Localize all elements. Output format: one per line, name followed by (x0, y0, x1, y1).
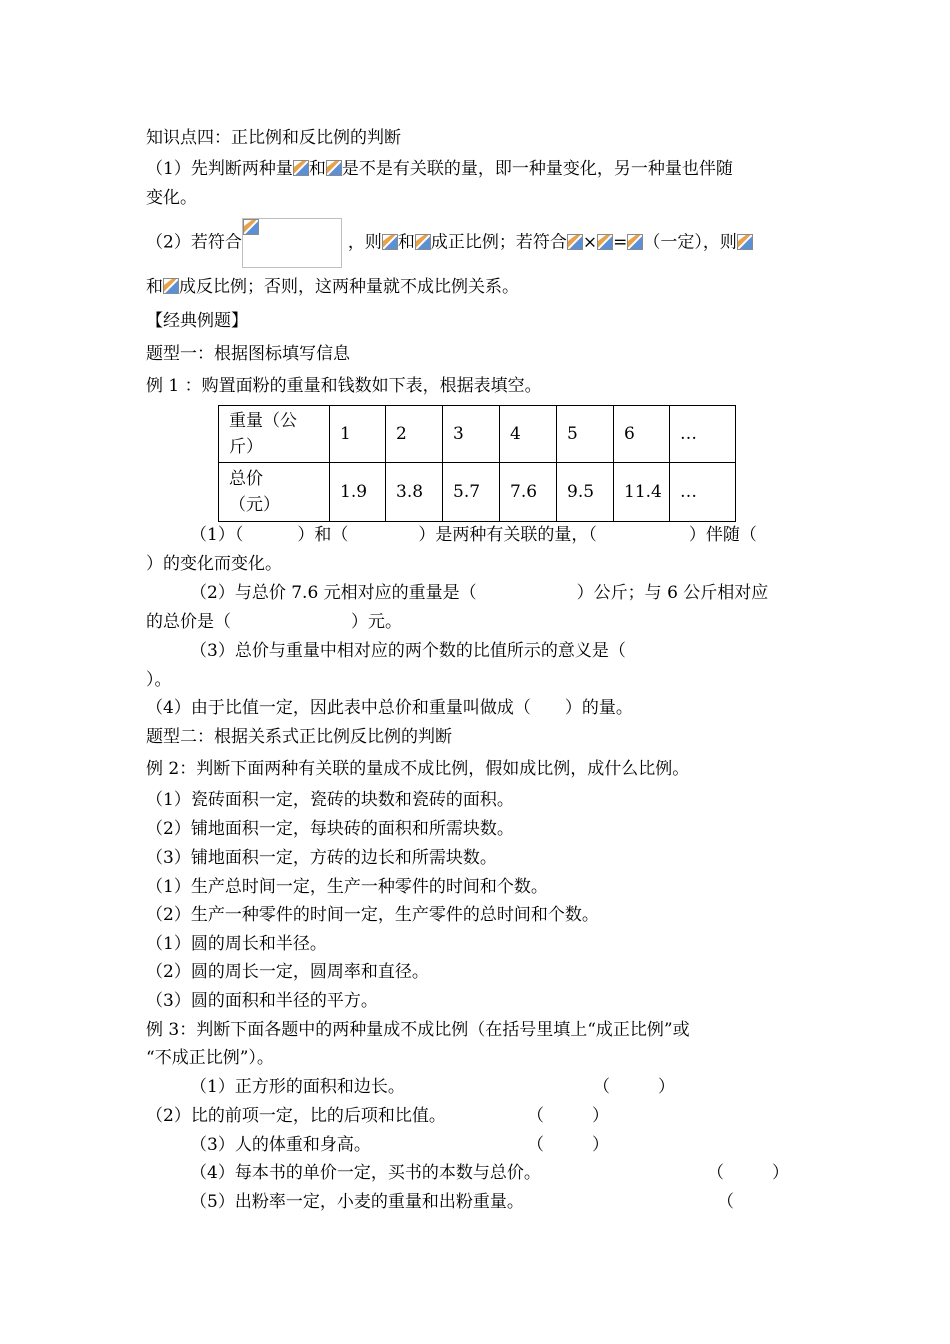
k4-paragraph-1 (146, 158, 733, 180)
k4-p1-text-a: （1）先判断两种量 (146, 159, 293, 179)
ex2-item: （2）铺地面积一定，每块砖的面积和所需块数。 (146, 819, 514, 839)
broken-image-icon (415, 234, 431, 250)
k4-paragraph-2 (146, 218, 753, 268)
broken-image-icon (737, 234, 753, 250)
broken-image-icon (597, 234, 613, 250)
broken-image-icon (293, 160, 309, 176)
table-cell: 1.9 (330, 463, 386, 522)
ex3-item: （4）每本书的单价一定，买书的本数与总价。 (190, 1163, 541, 1183)
table-cell: … (670, 406, 736, 463)
broken-image-icon (382, 234, 398, 250)
k4-p1-text-c: 变化。 (146, 188, 197, 208)
broken-image-icon (567, 234, 583, 250)
table-cell: 2 (386, 406, 443, 463)
broken-image-icon (163, 278, 179, 294)
k4-p2-and: 和 (397, 232, 415, 253)
table-header-cell: 重量（公 斤） (219, 406, 330, 463)
table-cell: 11.4 (614, 463, 670, 522)
ex2-item: （2）生产一种零件的时间一定，生产零件的总时间和个数。 (146, 905, 599, 925)
table-cell: 6 (614, 406, 670, 463)
ex3-intro-cont: “不成正比例”）。 (146, 1048, 274, 1068)
ex3-answer-blank[interactable]: （ ） (527, 1106, 609, 1126)
type2-title: 题型二：根据关系式正比例反比例的判断 (146, 727, 452, 747)
table-cell: … (670, 463, 736, 522)
ex1-question-4: （4）由于比值一定，因此表中总价和重量叫做成（ ）的量。 (146, 698, 633, 718)
table-cell: 5 (557, 406, 614, 463)
ex1-question-2: （2）与总价 7.6 元相对应的重量是（ ）公斤；与 6 公斤相对应 (190, 583, 769, 603)
ex1-question-1: （1）（ ）和（ ）是两种有关联的量，（ ）伴随（ (190, 525, 757, 545)
ex1-question-1-cont: ）的变化而变化。 (146, 554, 282, 574)
ex2-item: （1）瓷砖面积一定，瓷砖的块数和瓷砖的面积。 (146, 790, 514, 810)
ex3-answer-blank[interactable]: （ (717, 1192, 734, 1212)
broken-image-icon (627, 234, 643, 250)
table-header-cell: 总价 （元） (219, 463, 330, 522)
table-row (219, 406, 736, 463)
ex3-item: （3）人的体重和身高。 (190, 1135, 371, 1155)
ex2-intro: 例 2：判断下面两种有关联的量成不成比例，假如成比例，成什么比例。 (146, 759, 690, 779)
k4-p3-and: 和 (146, 277, 163, 297)
type1-title: 题型一：根据图标填写信息 (146, 344, 350, 364)
ex3-item: （2）比的前项一定，比的后项和比值。 (146, 1106, 446, 1126)
ex1-question-3-cont: ）。 (146, 670, 172, 690)
ex2-item: （3）圆的面积和半径的平方。 (146, 991, 378, 1011)
table-cell: 9.5 (557, 463, 614, 522)
table-cell: 7.6 (500, 463, 557, 522)
ex3-answer-blank[interactable]: （ ） (707, 1163, 789, 1183)
table-cell: 4 (500, 406, 557, 463)
k4-p2-times: × (582, 232, 598, 253)
ex3-intro: 例 3：判断下面各题中的两种量成不成比例（在括号里填上“成正比例”或 (146, 1020, 690, 1040)
k4-paragraph-3 (146, 276, 519, 298)
table-cell: 5.7 (443, 463, 500, 522)
k4-p1-text-b: 是不是有关联的量，即一种量变化，另一种量也伴随 (341, 159, 733, 179)
k4-p1-and: 和 (308, 159, 326, 179)
ex2-item: （1）圆的周长和半径。 (146, 934, 327, 954)
k4-p3-text-b: 成反比例；否则，这两种量就不成比例关系。 (179, 277, 519, 297)
k4-p2-text-b: ，则 (347, 232, 382, 253)
flour-price-table (218, 405, 736, 522)
table-cell: 3.8 (386, 463, 443, 522)
broken-image-icon (326, 160, 342, 176)
examples-header: 【经典例题】 (146, 311, 248, 331)
ex3-item: （5）出粉率一定，小麦的重量和出粉重量。 (190, 1192, 524, 1212)
ex3-answer-blank[interactable]: （ ） (593, 1077, 675, 1097)
k4-p2-text-c: 成正比例；若符合 (430, 232, 567, 253)
table-cell: 1 (330, 406, 386, 463)
table-cell: 3 (443, 406, 500, 463)
formula-box (242, 218, 342, 268)
ex3-answer-blank[interactable]: （ ） (527, 1135, 609, 1155)
ex1-question-3: （3）总价与重量中相对应的两个数的比值所示的意义是（ (190, 641, 626, 661)
k4-p2-text-d: （一定），则 (643, 232, 737, 253)
section-title: 知识点四：正比例和反比例的判断 (146, 128, 401, 148)
k4-p2-eq: = (613, 232, 628, 253)
ex2-item: （2）圆的周长一定，圆周率和直径。 (146, 962, 429, 982)
ex1-intro: 例 1 ：购置面粉的重量和钱数如下表，根据表填空。 (146, 376, 542, 396)
k4-p2-text-a: （2）若符合 (146, 232, 242, 253)
broken-image-icon (243, 219, 259, 235)
ex2-item: （3）铺地面积一定，方砖的边长和所需块数。 (146, 848, 497, 868)
ex1-question-2-cont: 的总价是（ ）元。 (146, 612, 402, 632)
table-row (219, 463, 736, 522)
ex3-item: （1）正方形的面积和边长。 (190, 1077, 405, 1097)
ex2-item: （1）生产总时间一定，生产一种零件的时间和个数。 (146, 877, 548, 897)
